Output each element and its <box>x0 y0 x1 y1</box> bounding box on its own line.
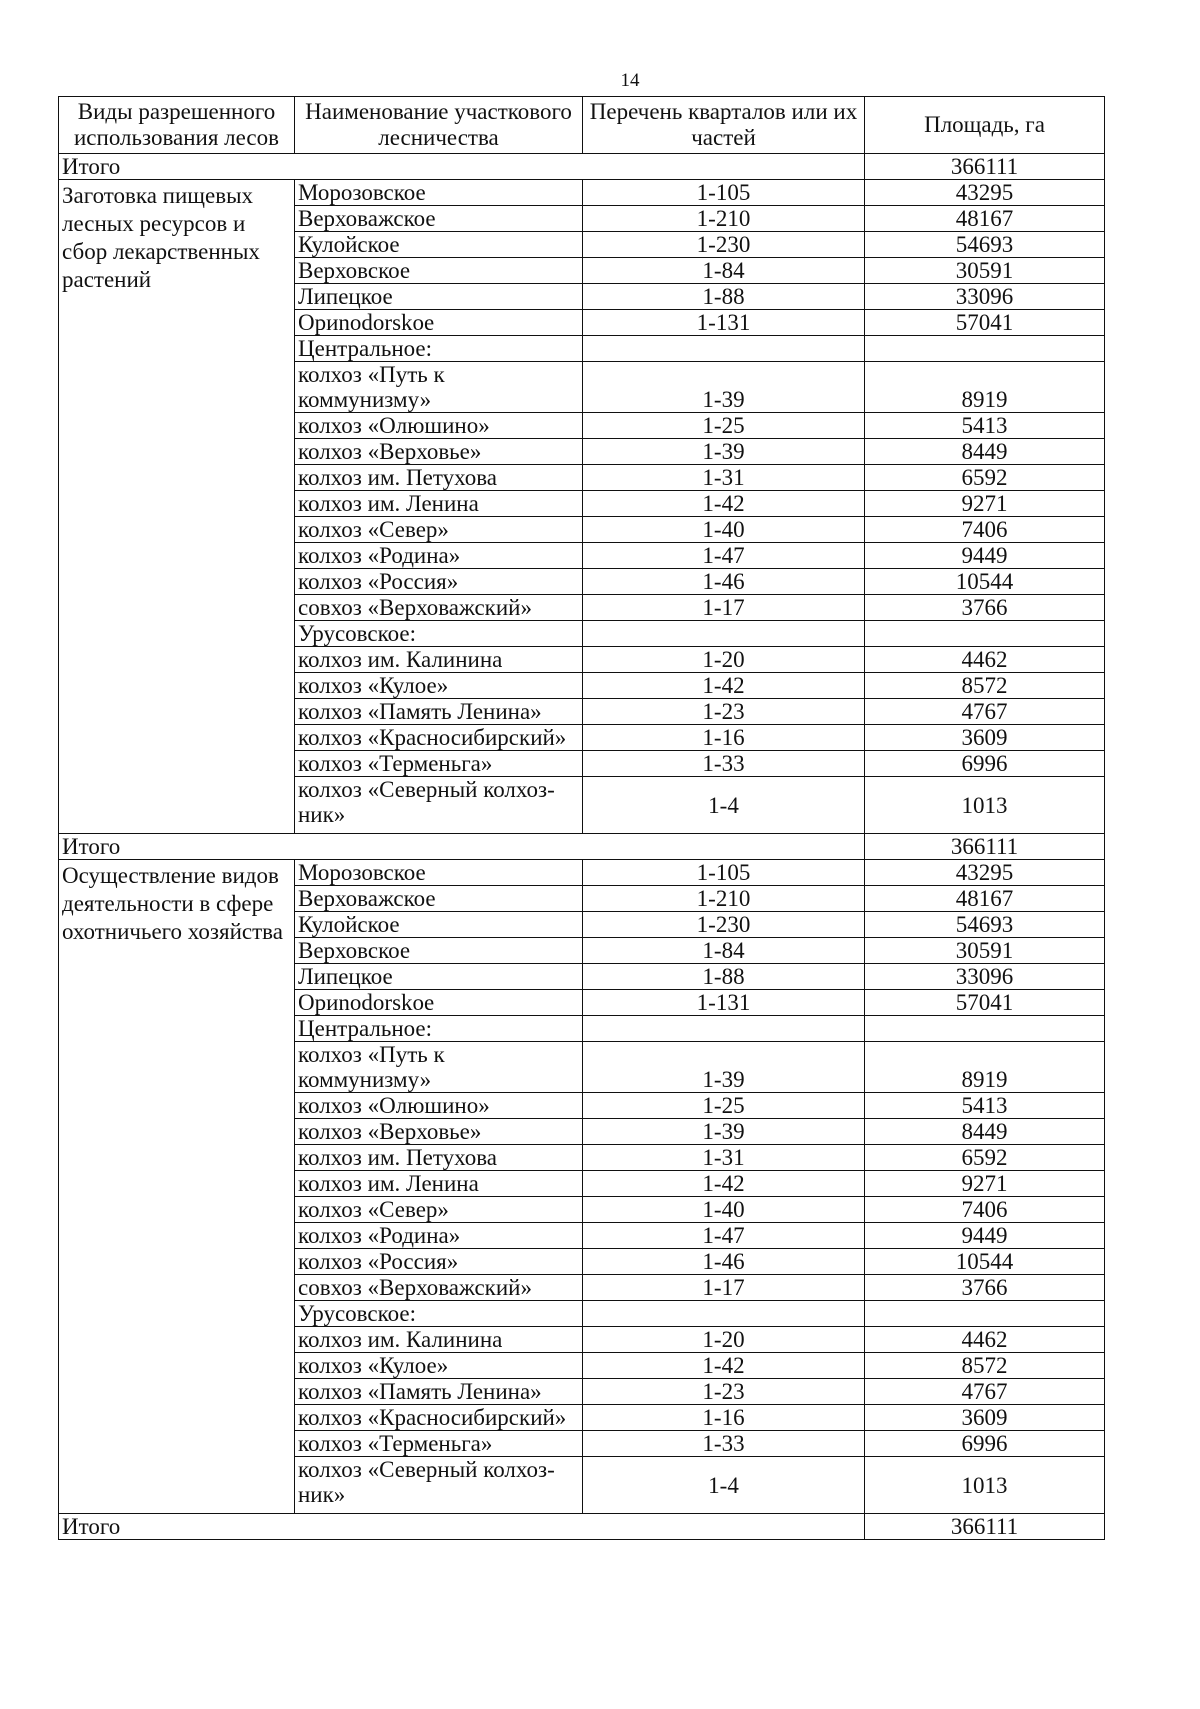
area-cell: 8449 <box>865 1119 1105 1145</box>
forestry-name-cell: колхоз «Родина» <box>295 543 583 569</box>
area-cell: 4462 <box>865 647 1105 673</box>
area-cell: 4767 <box>865 1379 1105 1405</box>
total-area: 366111 <box>865 834 1105 860</box>
table-row <box>59 860 1105 886</box>
quarters-cell: 1-20 <box>583 647 865 673</box>
total-row <box>59 834 1105 860</box>
header-use-kind: Виды разрешенного использования лесов <box>59 97 295 154</box>
quarters-cell: 1-88 <box>583 964 865 990</box>
area-cell: 9449 <box>865 543 1105 569</box>
area-cell: 6592 <box>865 1145 1105 1171</box>
forestry-name-cell: колхоз «Терменьга» <box>295 1431 583 1457</box>
quarters-cell: 1-39 <box>583 439 865 465</box>
forestry-name-cell: колхоз «Кулое» <box>295 1353 583 1379</box>
forestry-name-cell: колхоз «Олюшино» <box>295 1093 583 1119</box>
area-cell: 10544 <box>865 569 1105 595</box>
forestry-name-cell: колхоз «Терменьга» <box>295 751 583 777</box>
quarters-cell: 1-42 <box>583 491 865 517</box>
forestry-name-cell: колхоз «Север» <box>295 1197 583 1223</box>
quarters-cell: 1-131 <box>583 310 865 336</box>
quarters-cell: 1-25 <box>583 413 865 439</box>
quarters-cell <box>583 621 865 647</box>
total-label: Итого <box>59 1514 865 1540</box>
quarters-cell: 1-25 <box>583 1093 865 1119</box>
area-cell: 8449 <box>865 439 1105 465</box>
forestry-name-cell: Верховажское <box>295 886 583 912</box>
area-cell: 9271 <box>865 491 1105 517</box>
quarters-cell: 1-47 <box>583 543 865 569</box>
quarters-cell: 1-105 <box>583 860 865 886</box>
forestry-name-cell: колхоз им. Калинина <box>295 1327 583 1353</box>
forestry-name-cell: Центральное: <box>295 336 583 362</box>
forestry-name-cell: колхоз «Путь к коммунизму» <box>295 362 583 413</box>
area-cell: 7406 <box>865 517 1105 543</box>
use-kind-cell: Осуществление видов деятельности в сфере охотничьего хозяйства <box>59 860 295 1514</box>
forestry-name-cell: колхоз «Кулое» <box>295 673 583 699</box>
total-area: 366111 <box>865 154 1105 180</box>
total-row <box>59 1514 1105 1540</box>
quarters-cell: 1-17 <box>583 1275 865 1301</box>
area-cell: 7406 <box>865 1197 1105 1223</box>
forestry-name-cell: Ориnodorskoe <box>295 990 583 1016</box>
forestry-name-cell: Морозовское <box>295 860 583 886</box>
forestry-name-cell: колхоз «Верховье» <box>295 439 583 465</box>
quarters-cell: 1-40 <box>583 1197 865 1223</box>
forestry-name-cell: колхоз «Путь к коммунизму» <box>295 1042 583 1093</box>
forestry-name-cell: Урусовское: <box>295 621 583 647</box>
quarters-cell: 1-23 <box>583 1379 865 1405</box>
quarters-cell: 1-46 <box>583 1249 865 1275</box>
forestry-name-cell: колхоз «Северный колхоз-ник» <box>295 777 583 834</box>
quarters-cell: 1-20 <box>583 1327 865 1353</box>
quarters-cell: 1-33 <box>583 751 865 777</box>
forestry-name-cell: колхоз «Красносибирский» <box>295 725 583 751</box>
quarters-cell: 1-40 <box>583 517 865 543</box>
quarters-cell <box>583 1301 865 1327</box>
quarters-cell: 1-84 <box>583 258 865 284</box>
forestry-name-cell: колхоз «Север» <box>295 517 583 543</box>
area-cell: 8572 <box>865 673 1105 699</box>
area-cell: 9271 <box>865 1171 1105 1197</box>
forestry-name-cell: колхоз «Олюшино» <box>295 413 583 439</box>
area-cell: 1013 <box>865 1457 1105 1514</box>
quarters-cell: 1-210 <box>583 206 865 232</box>
area-cell: 43295 <box>865 180 1105 206</box>
area-cell: 8572 <box>865 1353 1105 1379</box>
forestry-name-cell: колхоз им. Петухова <box>295 465 583 491</box>
forestry-name-cell: Морозовское <box>295 180 583 206</box>
quarters-cell: 1-230 <box>583 232 865 258</box>
forestry-name-cell: Липецкое <box>295 964 583 990</box>
quarters-cell: 1-17 <box>583 595 865 621</box>
forestry-name-cell: колхоз им. Петухова <box>295 1145 583 1171</box>
area-cell <box>865 621 1105 647</box>
forestry-name-cell: колхоз «Память Ленина» <box>295 1379 583 1405</box>
area-cell: 54693 <box>865 232 1105 258</box>
forestry-name-cell: колхоз «Память Ленина» <box>295 699 583 725</box>
area-cell: 30591 <box>865 938 1105 964</box>
quarters-cell: 1-31 <box>583 465 865 491</box>
forestry-name-cell: Липецкое <box>295 284 583 310</box>
area-cell: 5413 <box>865 413 1105 439</box>
forestry-name-cell: Верховское <box>295 938 583 964</box>
table-header-row <box>59 97 1105 154</box>
page-number: 14 <box>620 70 640 91</box>
table-row <box>59 180 1105 206</box>
area-cell: 10544 <box>865 1249 1105 1275</box>
quarters-cell: 1-230 <box>583 912 865 938</box>
area-cell <box>865 1016 1105 1042</box>
quarters-cell: 1-39 <box>583 1119 865 1145</box>
area-cell: 48167 <box>865 886 1105 912</box>
forestry-name-cell: колхоз им. Ленина <box>295 491 583 517</box>
forestry-name-cell: колхоз им. Ленина <box>295 1171 583 1197</box>
forestry-name-cell: Урусовское: <box>295 1301 583 1327</box>
quarters-cell: 1-105 <box>583 180 865 206</box>
forestry-name-cell: колхоз «Россия» <box>295 569 583 595</box>
forestry-name-cell: колхоз «Родина» <box>295 1223 583 1249</box>
forestry-name-cell: Кулойское <box>295 912 583 938</box>
forestry-name-cell: Центральное: <box>295 1016 583 1042</box>
quarters-cell: 1-46 <box>583 569 865 595</box>
area-cell: 1013 <box>865 777 1105 834</box>
area-cell: 57041 <box>865 310 1105 336</box>
area-cell: 54693 <box>865 912 1105 938</box>
quarters-cell: 1-42 <box>583 1171 865 1197</box>
total-label: Итого <box>59 834 865 860</box>
area-cell <box>865 336 1105 362</box>
area-cell: 30591 <box>865 258 1105 284</box>
quarters-cell <box>583 1016 865 1042</box>
forestry-name-cell: Ориnodorskoe <box>295 310 583 336</box>
header-quarters: Перечень кварталов или их частей <box>583 97 865 154</box>
area-cell: 6996 <box>865 1431 1105 1457</box>
forestry-name-cell: совхоз «Верховажский» <box>295 1275 583 1301</box>
quarters-cell: 1-33 <box>583 1431 865 1457</box>
area-cell: 43295 <box>865 860 1105 886</box>
forestry-name-cell: колхоз «Северный колхоз-ник» <box>295 1457 583 1514</box>
area-cell: 4767 <box>865 699 1105 725</box>
area-cell: 3766 <box>865 1275 1105 1301</box>
total-area: 366111 <box>865 1514 1105 1540</box>
area-cell: 5413 <box>865 1093 1105 1119</box>
forest-use-table <box>58 96 1105 1540</box>
area-cell: 6996 <box>865 751 1105 777</box>
quarters-cell <box>583 336 865 362</box>
quarters-cell: 1-39 <box>583 362 865 413</box>
header-forestry-name: Наименование участкового лесничества <box>295 97 583 154</box>
forestry-name-cell: Верховажское <box>295 206 583 232</box>
forestry-name-cell: Кулойское <box>295 232 583 258</box>
area-cell: 8919 <box>865 362 1105 413</box>
forestry-name-cell: совхоз «Верховажский» <box>295 595 583 621</box>
total-row <box>59 154 1105 180</box>
quarters-cell: 1-131 <box>583 990 865 1016</box>
total-label: Итого <box>59 154 865 180</box>
area-cell: 48167 <box>865 206 1105 232</box>
area-cell: 57041 <box>865 990 1105 1016</box>
header-area: Площадь, га <box>865 97 1105 154</box>
quarters-cell: 1-210 <box>583 886 865 912</box>
use-kind-cell: Заготовка пищевых лесных ресурсов и сбор лекарственных растений <box>59 180 295 834</box>
area-cell: 3766 <box>865 595 1105 621</box>
area-cell: 9449 <box>865 1223 1105 1249</box>
quarters-cell: 1-16 <box>583 1405 865 1431</box>
forestry-name-cell: Верховское <box>295 258 583 284</box>
quarters-cell: 1-23 <box>583 699 865 725</box>
quarters-cell: 1-88 <box>583 284 865 310</box>
quarters-cell: 1-39 <box>583 1042 865 1093</box>
area-cell: 4462 <box>865 1327 1105 1353</box>
quarters-cell: 1-47 <box>583 1223 865 1249</box>
forestry-name-cell: колхоз «Верховье» <box>295 1119 583 1145</box>
area-cell: 8919 <box>865 1042 1105 1093</box>
area-cell: 6592 <box>865 465 1105 491</box>
quarters-cell: 1-31 <box>583 1145 865 1171</box>
area-cell: 3609 <box>865 725 1105 751</box>
quarters-cell: 1-84 <box>583 938 865 964</box>
forestry-name-cell: колхоз им. Калинина <box>295 647 583 673</box>
forestry-name-cell: колхоз «Россия» <box>295 1249 583 1275</box>
quarters-cell: 1-16 <box>583 725 865 751</box>
quarters-cell: 1-42 <box>583 673 865 699</box>
area-cell: 33096 <box>865 964 1105 990</box>
quarters-cell: 1-4 <box>583 777 865 834</box>
area-cell: 3609 <box>865 1405 1105 1431</box>
forestry-name-cell: колхоз «Красносибирский» <box>295 1405 583 1431</box>
area-cell <box>865 1301 1105 1327</box>
quarters-cell: 1-42 <box>583 1353 865 1379</box>
area-cell: 33096 <box>865 284 1105 310</box>
quarters-cell: 1-4 <box>583 1457 865 1514</box>
